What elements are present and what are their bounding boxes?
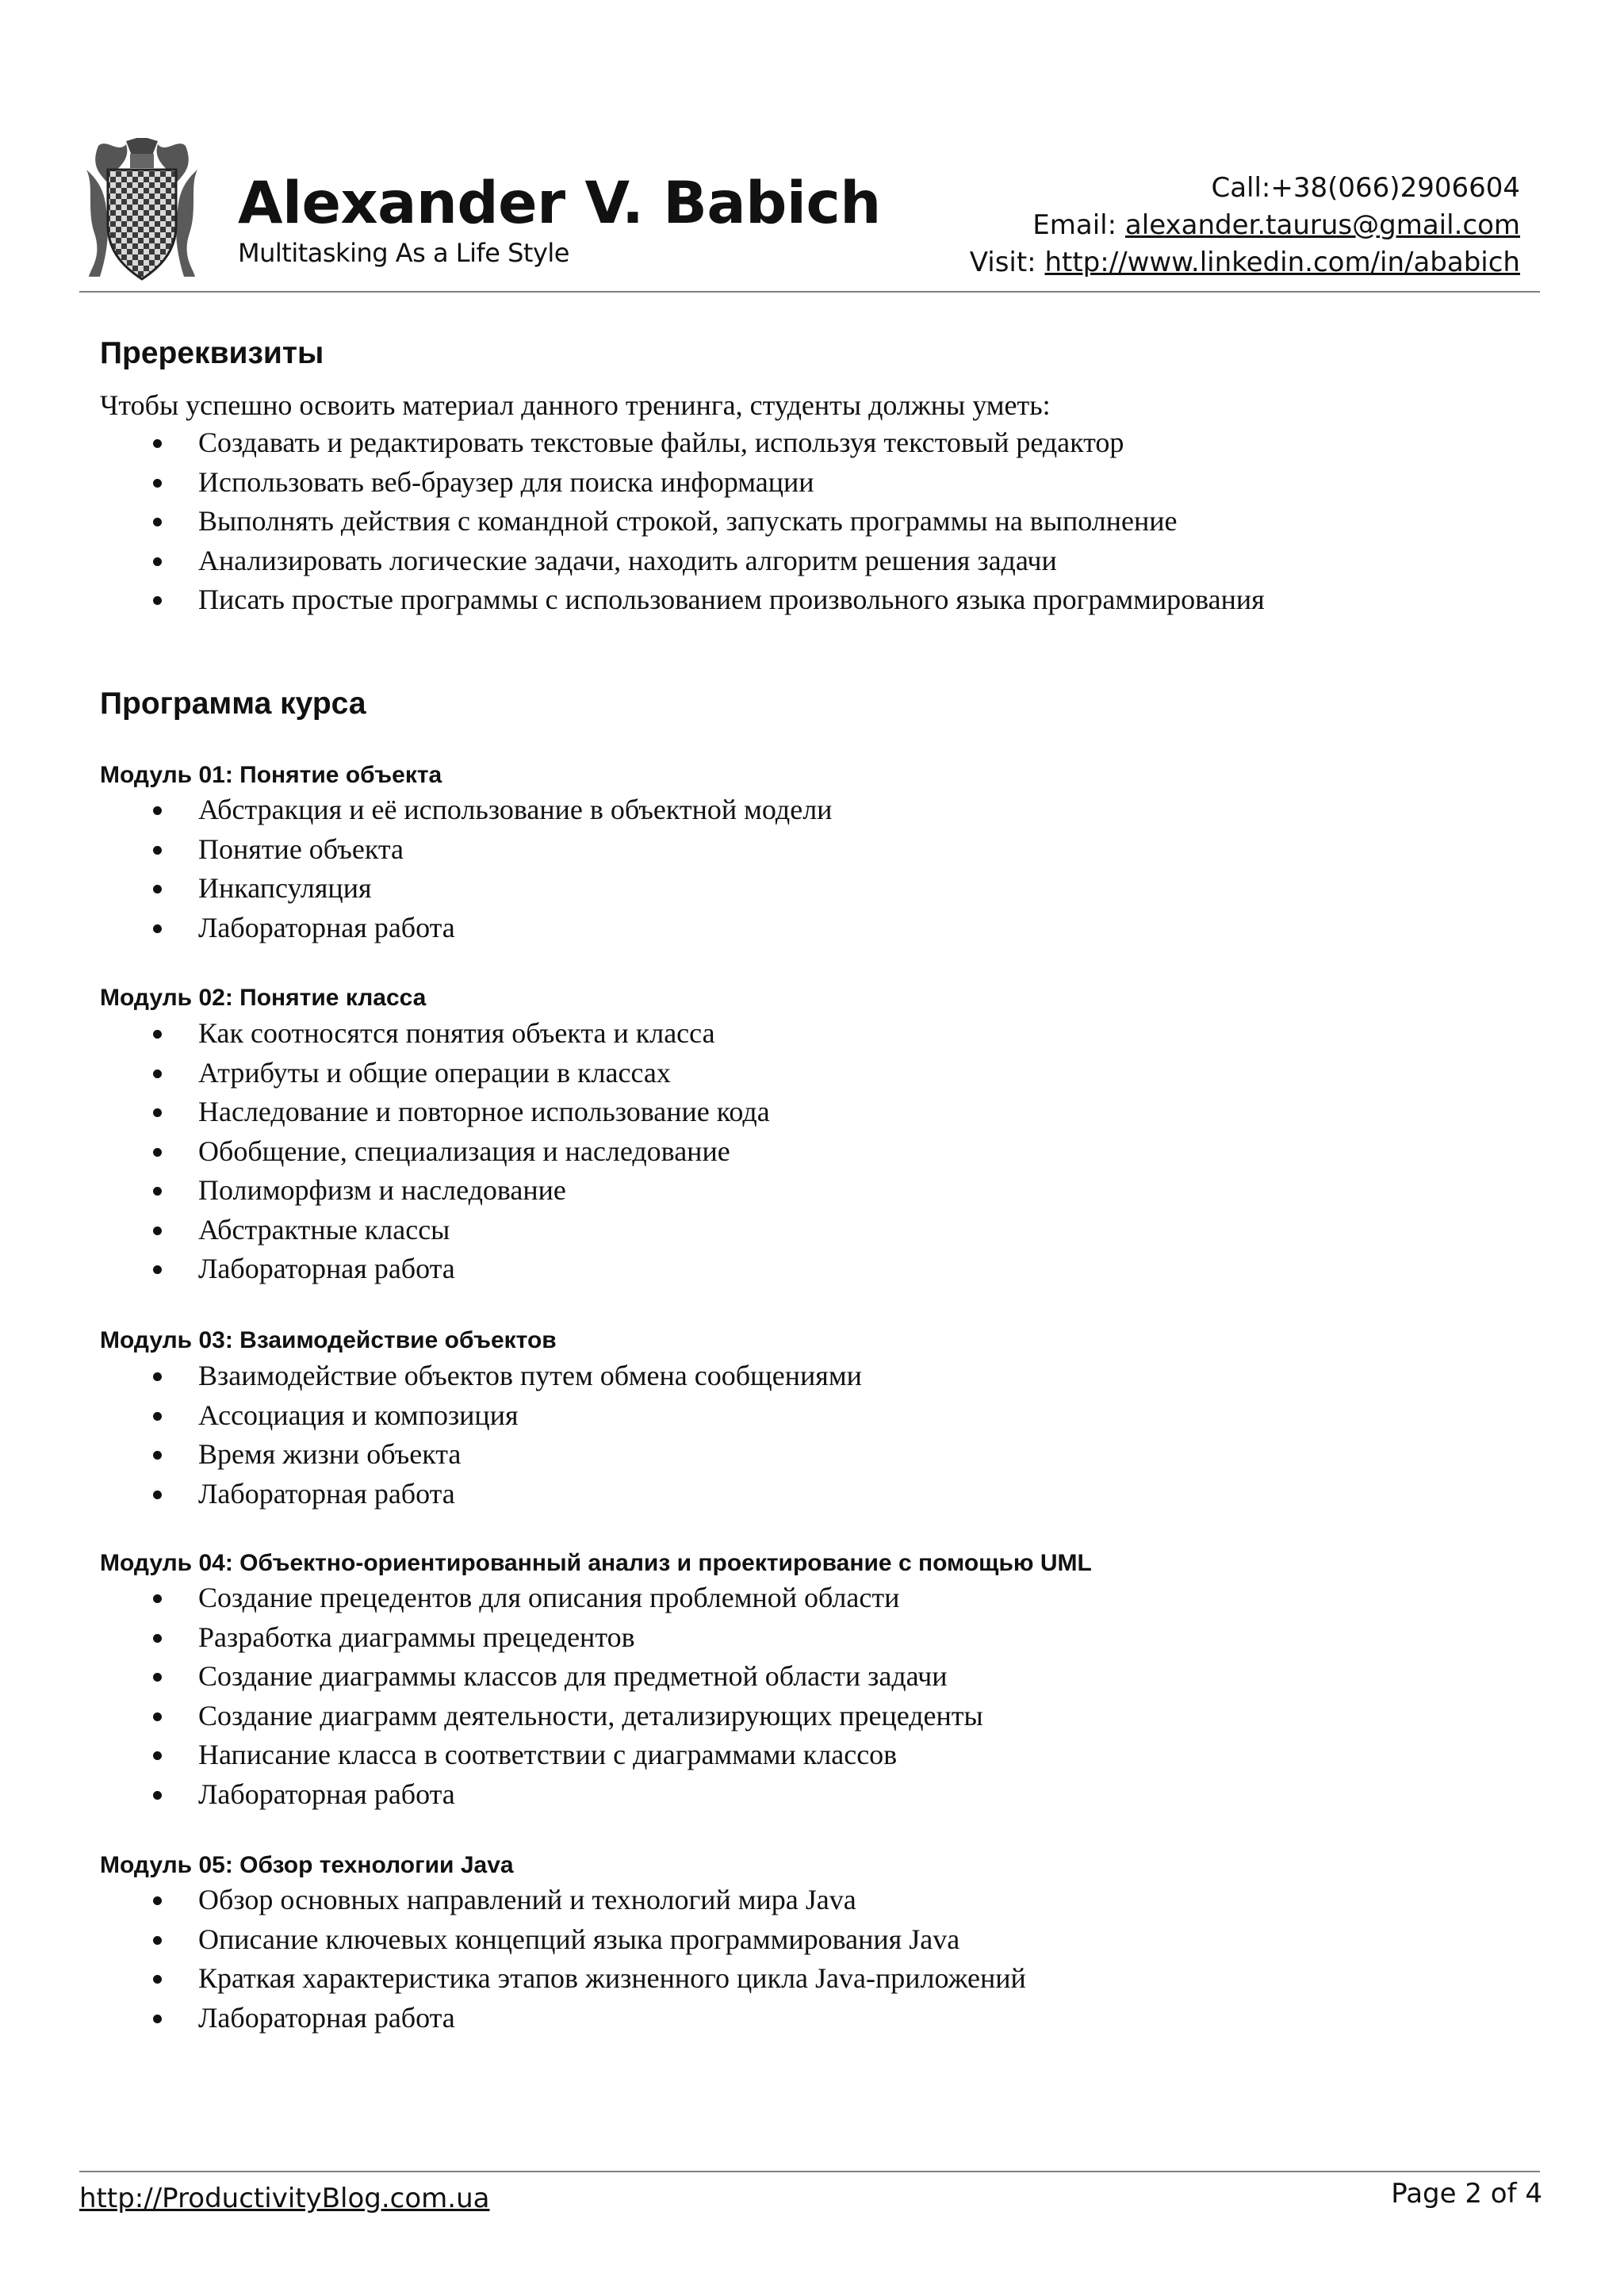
list-item: Написание класса в соответствии с диаграммами классов: [0, 1735, 983, 1775]
author-tagline: Multitasking As a Life Style: [238, 238, 569, 268]
email-label: Email:: [1032, 209, 1117, 241]
list-item: Полиморфизм и наследование: [0, 1171, 770, 1211]
list-item: Абстракция и её использование в объектной модели: [0, 790, 832, 830]
module-list: [0, 790, 832, 947]
header-divider: [79, 291, 1540, 293]
module-title: Модуль 05: Обзор технологии Java: [100, 1852, 514, 1878]
list-item: Разработка диаграммы прецедентов: [0, 1618, 983, 1658]
list-item: Использовать веб-браузер для поиска информации: [0, 463, 1265, 503]
blog-link[interactable]: http://ProductivityBlog.com.ua: [79, 2183, 490, 2214]
module-title: Модуль 01: Понятие объекта: [100, 762, 442, 788]
prerequisites-heading: Пререквизиты: [100, 336, 324, 370]
list-item: Лабораторная работа: [0, 1475, 862, 1514]
prerequisites-intro: Чтобы успешно освоить материал данного тренинга, студенты должны уметь:: [100, 389, 1051, 421]
phone-label: Call:: [1211, 172, 1271, 204]
list-item: Время жизни объекта: [0, 1435, 862, 1475]
email-row: [970, 207, 1520, 244]
list-item: Обобщение, специализация и наследование: [0, 1132, 770, 1172]
module-list: [0, 1578, 983, 1814]
list-item: Описание ключевых концепций языка программирования Java: [0, 1920, 1026, 1960]
list-item: Краткая характеристика этапов жизненного цикла Java-приложений: [0, 1959, 1026, 1999]
module-title: Модуль 04: Объектно-ориентированный анализ и проектирование с помощью UML: [100, 1550, 1092, 1576]
coat-of-arms-icon: [82, 138, 201, 281]
list-item: Лабораторная работа: [0, 1775, 983, 1815]
page-number: Page 2 of 4: [1391, 2178, 1542, 2210]
list-item: Анализировать логические задачи, находить алгоритм решения задачи: [0, 541, 1265, 581]
list-item: Ассоциация и композиция: [0, 1396, 862, 1436]
list-item: Лабораторная работа: [0, 909, 832, 948]
module-list: [0, 1014, 770, 1289]
website-row: [970, 244, 1520, 281]
linkedin-link[interactable]: http://www.linkedin.com/in/ababich: [1044, 247, 1520, 278]
module-list: [0, 1881, 1026, 2038]
list-item: Лабораторная работа: [0, 1999, 1026, 2038]
list-item: Создание прецедентов для описания проблемной области: [0, 1578, 983, 1618]
module-title: Модуль 03: Взаимодействие объектов: [100, 1327, 557, 1353]
list-item: Наследование и повторное использование кода: [0, 1093, 770, 1132]
list-item: Создание диаграммы классов для предметной области задачи: [0, 1657, 983, 1697]
list-item: Как соотносятся понятия объекта и класса: [0, 1014, 770, 1054]
footer-divider: [79, 2171, 1540, 2172]
list-item: Абстрактные классы: [0, 1211, 770, 1250]
list-item: Обзор основных направлений и технологий мира Java: [0, 1881, 1026, 1920]
contact-block: [970, 170, 1520, 281]
module-title: Модуль 02: Понятие класса: [100, 985, 427, 1011]
list-item: Выполнять действия с командной строкой, запускать программы на выполнение: [0, 502, 1265, 541]
author-name: Alexander V. Babich: [238, 170, 881, 237]
list-item: Атрибуты и общие операции в классах: [0, 1054, 770, 1093]
phone-number: +38(066)2906604: [1270, 172, 1520, 204]
program-heading: Программа курса: [100, 687, 366, 721]
list-item: Создание диаграмм деятельности, детализирующих прецеденты: [0, 1697, 983, 1736]
list-item: Лабораторная работа: [0, 1249, 770, 1289]
list-item: Создавать и редактировать текстовые файлы, используя текстовый редактор: [0, 423, 1265, 463]
list-item: Инкапсуляция: [0, 869, 832, 909]
list-item: Понятие объекта: [0, 830, 832, 870]
phone-row: [970, 170, 1520, 207]
website-label: Visit:: [969, 247, 1036, 278]
list-item: Писать простые программы с использованием произвольного языка программирования: [0, 580, 1265, 620]
email-link[interactable]: alexander.taurus@gmail.com: [1124, 209, 1520, 241]
prerequisites-list: [0, 423, 1265, 620]
list-item: Взаимодействие объектов путем обмена сообщениями: [0, 1357, 862, 1396]
module-list: [0, 1357, 862, 1513]
